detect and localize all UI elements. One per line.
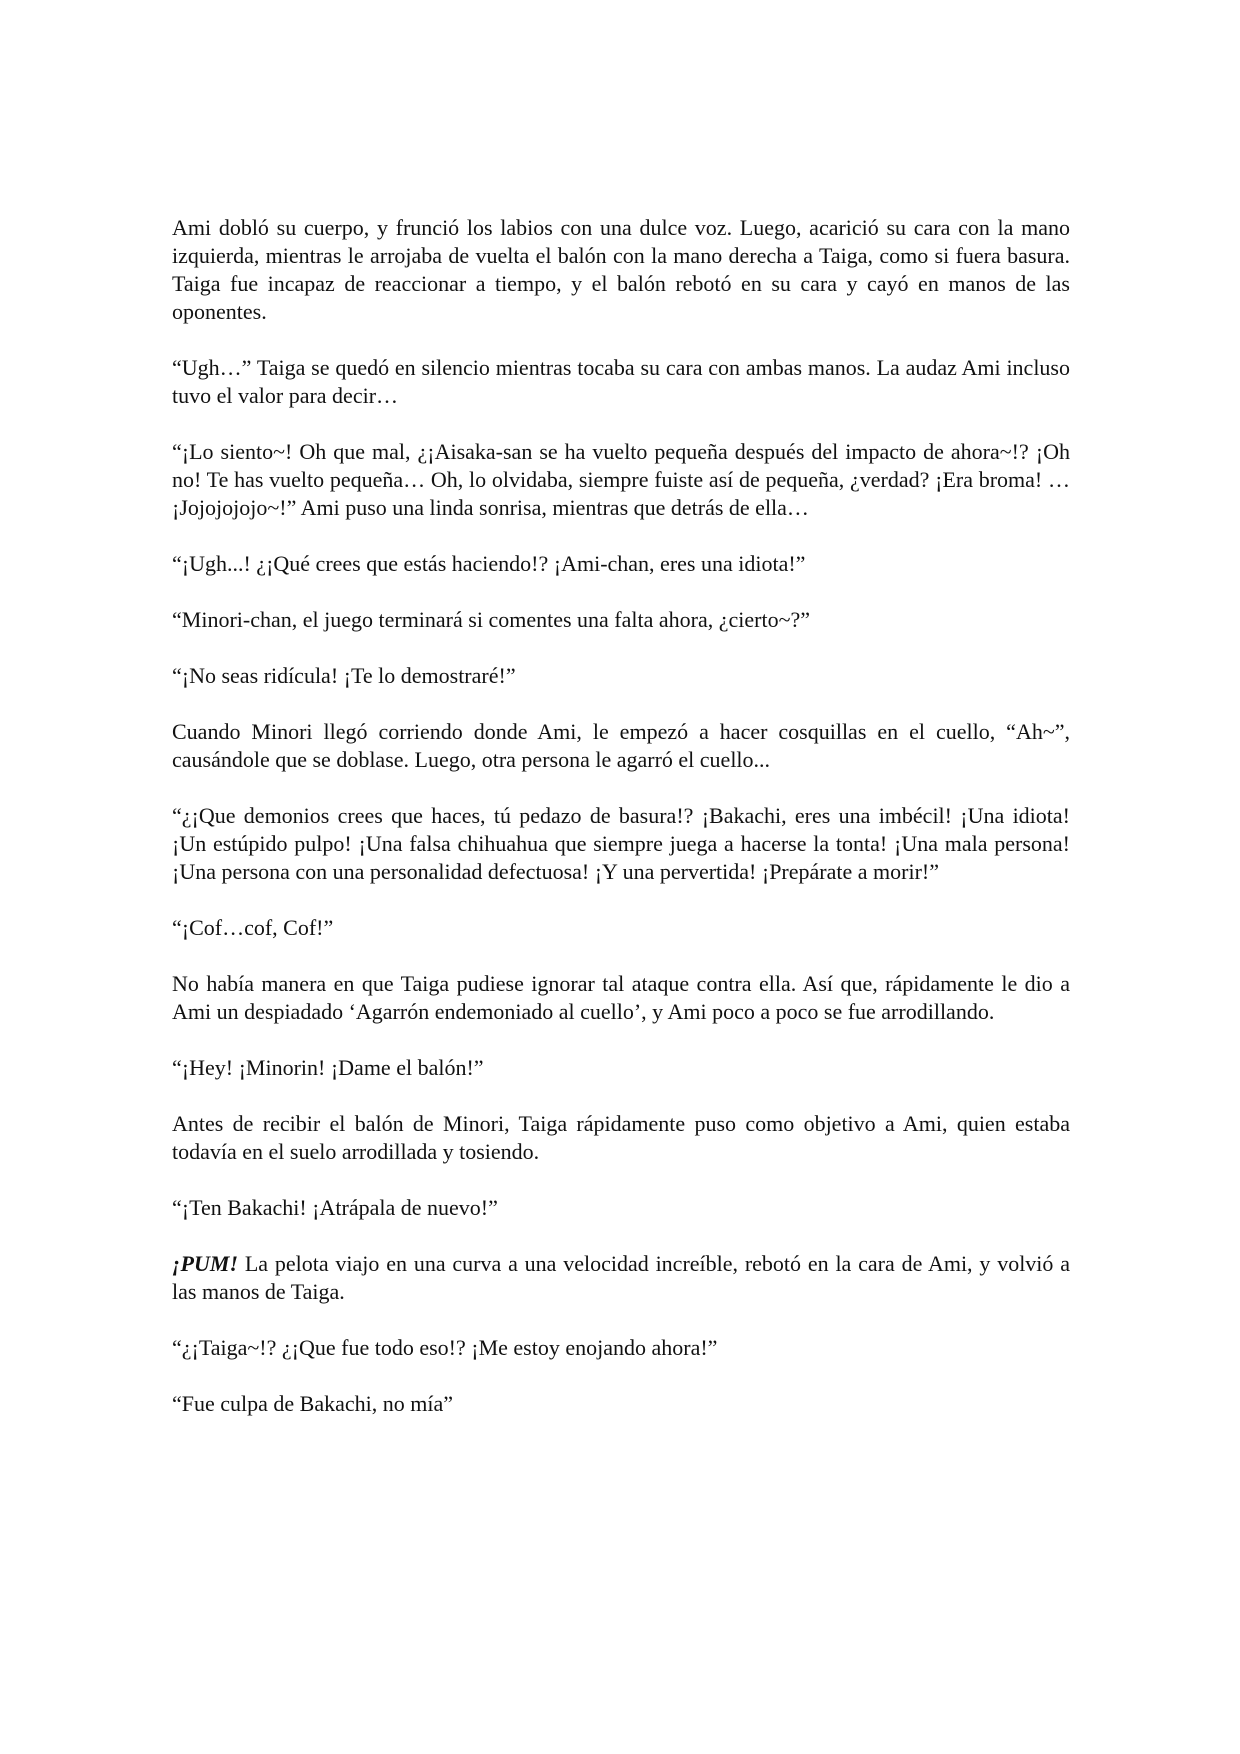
paragraph-9: “¡Cof…cof, Cof!” <box>172 915 334 940</box>
paragraph-13: “¡Ten Bakachi! ¡Atrápala de nuevo!” <box>172 1195 498 1220</box>
paragraph-7: Cuando Minori llegó corriendo donde Ami, le empezó a hacer cosquillas en el cuello, “Ah~”, causándole que se doblase. Luego, otra persona le agarró el cuello... <box>172 719 1070 772</box>
paragraph-12: Antes de recibir el balón de Minori, Taiga rápidamente puso como objetivo a Ami, quien estaba todavía en el suelo arrodillada y tosiendo. <box>172 1111 1070 1164</box>
paragraph-11: “¡Hey! ¡Minorin! ¡Dame el balón!” <box>172 1055 484 1080</box>
paragraph-3: “¡Lo siento~! Oh que mal, ¿¡Aisaka-san se ha vuelto pequeña después del impacto de ahora~!? ¡Oh no! Te has vuelto pequeña… Oh, lo olvidaba, siempre fuiste así de pequeña, ¿verdad? ¡Era broma! … ¡Jojojojojo~!” Ami puso una linda sonrisa, mientras que detrás de ella… <box>172 439 1070 520</box>
pum-sound-effect: ¡PUM! <box>172 1251 239 1276</box>
paragraph-10: No había manera en que Taiga pudiese ignorar tal ataque contra ella. Así que, rápidamente le dio a Ami un despiadado ‘Agarrón endemoniado al cuello’, y Ami poco a poco se fue arrodillando. <box>172 971 1070 1024</box>
paragraph-1: Ami dobló su cuerpo, y frunció los labios con una dulce voz. Luego, acarició su cara con la mano izquierda, mientras le arrojaba de vuelta el balón con la mano derecha a Taiga, como si fuera basura. Taiga fue incapaz de reaccionar a tiempo, y el balón rebotó en su cara y cayó en manos de las oponentes. <box>172 215 1070 324</box>
paragraph-15: “¿¡Taiga~!? ¿¡Que fue todo eso!? ¡Me estoy enojando ahora!” <box>172 1335 718 1360</box>
paragraph-16: “Fue culpa de Bakachi, no mía” <box>172 1391 454 1416</box>
paragraph-4: “¡Ugh...! ¿¡Qué crees que estás haciendo!? ¡Ami-chan, eres una idiota!” <box>172 551 806 576</box>
pum-paragraph-text: La pelota viajo en una curva a una velocidad increíble, rebotó en la cara de Ami, y volvió a las manos de Taiga. <box>172 1251 1070 1304</box>
paragraph-5: “Minori-chan, el juego terminará si comentes una falta ahora, ¿cierto~?” <box>172 607 810 632</box>
paragraph-8: “¿¡Que demonios crees que haces, tú pedazo de basura!? ¡Bakachi, eres una imbécil! ¡Una idiota! ¡Un estúpido pulpo! ¡Una falsa chihuahua que siempre juega a hacerse la tonta! ¡Una mala persona! ¡Una persona con una personalidad defectuosa! ¡Y una pervertida! ¡Prepárate a morir!” <box>172 803 1070 884</box>
paragraph-14 <box>172 1250 1070 1306</box>
paragraph-6: “¡No seas ridícula! ¡Te lo demostraré!” <box>172 663 516 688</box>
document-page <box>172 214 1070 1446</box>
paragraph-2: “Ugh…” Taiga se quedó en silencio mientras tocaba su cara con ambas manos. La audaz Ami incluso tuvo el valor para decir… <box>172 355 1070 408</box>
